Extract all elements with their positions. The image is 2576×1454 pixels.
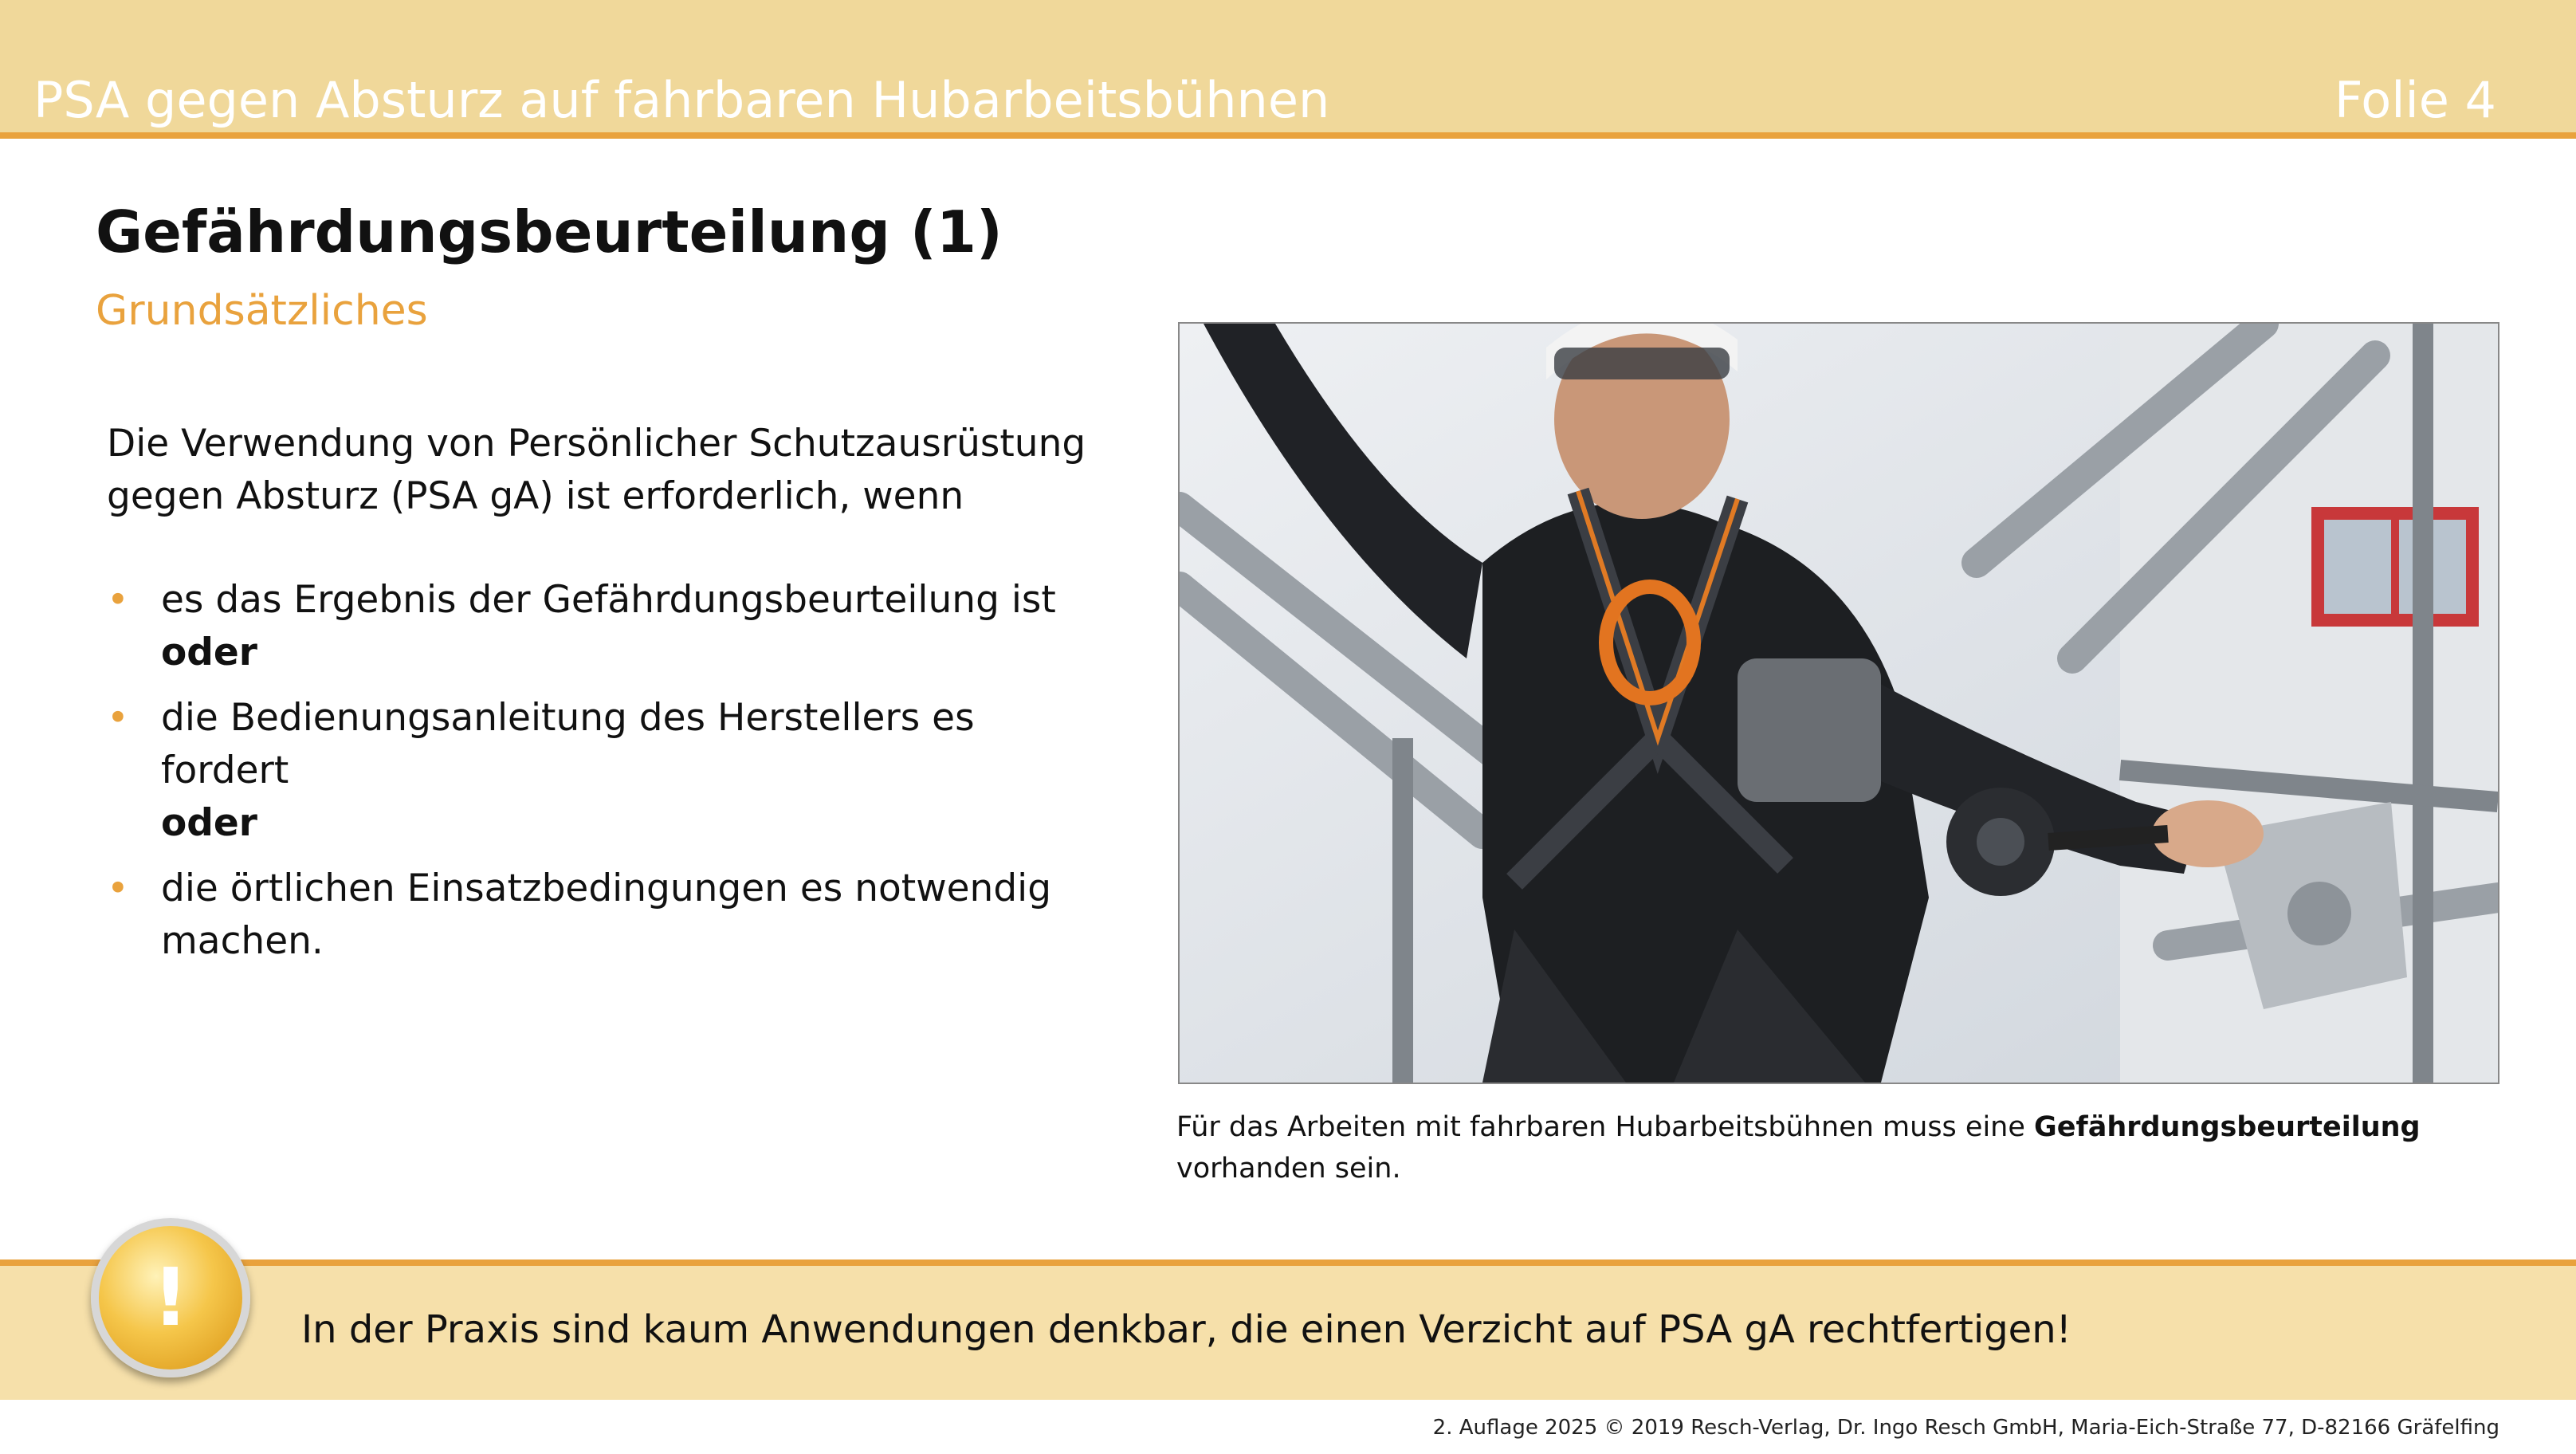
caption-bold-term: Gefährdungsbeurteilung	[2034, 1111, 2421, 1143]
intro-line-2: gegen Absturz (PSA gA) ist erforderlich, wenn	[107, 474, 964, 518]
caption-text: Für das Arbeiten mit fahrbaren Hubarbeitsbühnen muss eine	[1176, 1111, 2035, 1143]
slide-title: Gefährdungsbeurteilung (1)	[96, 198, 1003, 265]
image-caption	[1176, 1106, 2531, 1189]
bullet-list	[107, 574, 1111, 980]
photo-illustration	[1180, 324, 2498, 1083]
slide-subtitle: Grundsätzliches	[96, 287, 428, 335]
notice-divider	[0, 1259, 2576, 1266]
bullet-text: die örtlichen Einsatzbedingungen es notwendig machen.	[161, 867, 1052, 963]
notice-text: In der Praxis sind kaum Anwendungen denkbar, die einen Verzicht auf PSA gA rechtfertigen!	[301, 1307, 2071, 1352]
header-divider	[0, 132, 2576, 139]
bullet-marker-icon: •	[107, 578, 129, 622]
bullet-item	[107, 863, 1111, 968]
caption-text-end: vorhanden sein.	[1176, 1153, 1401, 1185]
presentation-title: PSA gegen Absturz auf fahrbaren Hubarbeitsbühnen	[33, 71, 1330, 129]
intro-paragraph	[107, 418, 1111, 523]
bullet-text: die Bedienungsanleitung des Herstellers es fordert	[161, 696, 975, 792]
bullet-item	[107, 692, 1111, 850]
worker-harness-photo	[1178, 322, 2499, 1084]
bullet-marker-icon: •	[107, 696, 129, 740]
exclamation-symbol: !	[152, 1251, 189, 1344]
bullet-marker-icon: •	[107, 867, 129, 910]
exclamation-icon	[91, 1218, 250, 1377]
slide-number: Folie 4	[2334, 71, 2496, 129]
bullet-text: es das Ergebnis der Gefährdungsbeurteilung ist	[161, 578, 1056, 622]
bullet-connector: oder	[161, 631, 257, 674]
bullet-connector: oder	[161, 801, 257, 845]
copyright-footer: 2. Auflage 2025 © 2019 Resch-Verlag, Dr. Ingo Resch GmbH, Maria-Eich-Straße 77, D-82166 Gräfelfing	[1432, 1416, 2499, 1440]
header-bar	[0, 0, 2576, 132]
intro-line-1: Die Verwendung von Persönlicher Schutzausrüstung	[107, 422, 1086, 466]
bullet-item	[107, 574, 1111, 679]
